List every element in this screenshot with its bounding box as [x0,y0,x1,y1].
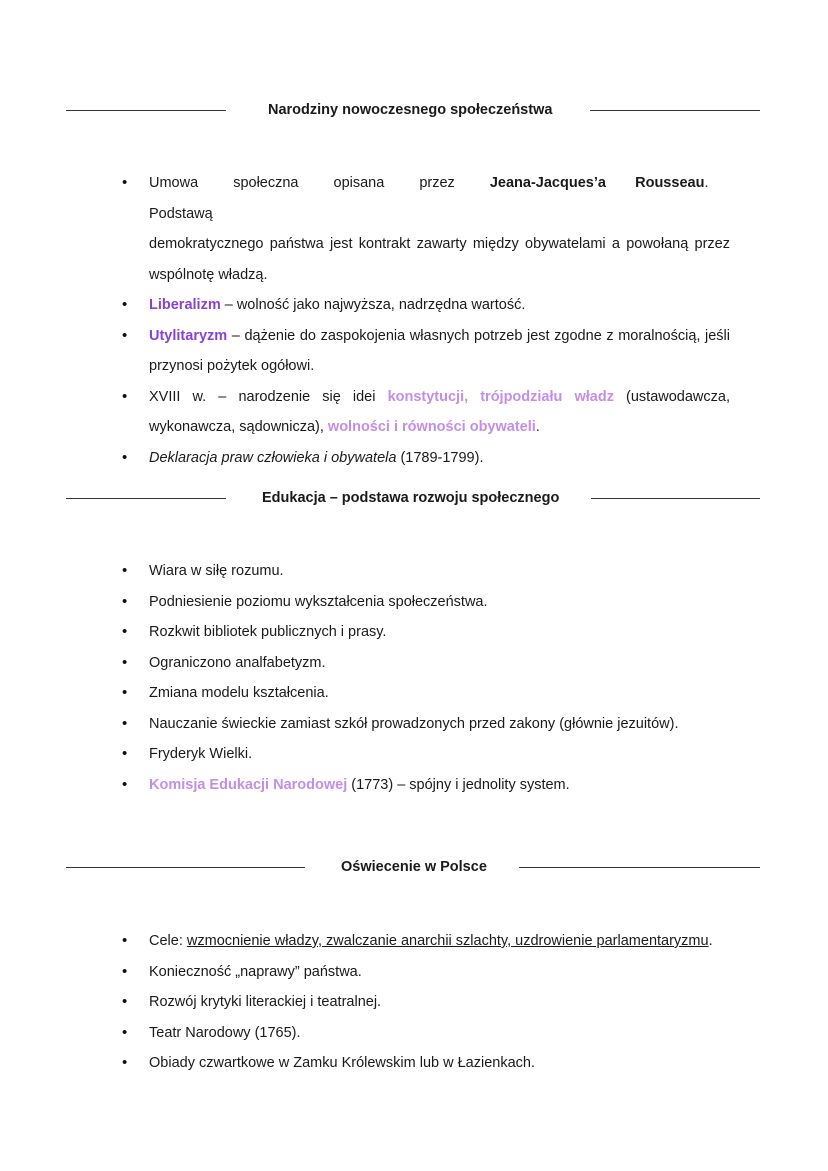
list-item: • Deklaracja praw człowieka i obywatela (1789-1799). [120,443,730,474]
section-title: Narodziny nowoczesnego społeczeństwa [268,102,553,118]
section-3-list [120,926,730,1079]
list-item-line: • Umowa społeczna opisana przez Jeana-Jacques’a Rousseau. Podstawą [149,175,709,222]
list-item: • Rozkwit bibliotek publicznych i prasy. [120,617,730,648]
list-item: • Podniesienie poziomu wykształcenia społeczeństwa. [120,587,730,618]
list-item: • Teatr Narodowy (1765). [120,1018,730,1049]
section-title: Oświecenie w Polsce [341,859,487,875]
list-item: • XVIII w. – narodzenie się idei konstytucji, trójpodziału władz (ustawodawcza, wykonawcza, sądownicza), wolności i równości obywateli. [120,382,730,443]
list-item: • Komisja Edukacji Narodowej (1773) – spójny i jednolity system. [120,770,730,801]
heading-rule-left [66,110,226,111]
section-title: Edukacja – podstawa rozwoju społecznego [262,490,560,506]
list-item: • Zmiana modelu kształcenia. [120,678,730,709]
heading-rule-right [591,498,760,499]
list-item: • Obiady czwartkowe w Zamku Królewskim lub w Łazienkach. [120,1048,730,1079]
section-1-list [120,168,730,473]
list-item: • Ograniczono analfabetyzm. [120,648,730,679]
list-item: • Umowa społeczna opisana przez Jeana-Jacques’a Rousseau. Podstawą demokratycznego państwa jest kontrakt zawarty między obywatelami a powołaną przez wspólnotę władzą. [120,168,730,290]
list-item: • Konieczność „naprawy” państwa. [120,957,730,988]
list-item: • Cele: wzmocnienie władzy, zwalczanie anarchii szlachty, uzdrowienie parlamentaryzmu. [120,926,730,957]
heading-rule-right [590,110,760,111]
list-item: • Rozwój krytyki literackiej i teatralnej. [120,987,730,1018]
section-2-list [120,556,730,800]
heading-rule-left [66,867,305,868]
list-item: • Utylitaryzm – dążenie do zaspokojenia własnych potrzeb jest zgodne z moralnością, jeśli przynosi pożytek ogółowi. [120,321,730,382]
list-item: • Wiara w siłę rozumu. [120,556,730,587]
list-item: • Liberalizm – wolność jako najwyższa, nadrzędna wartość. [120,290,730,321]
section-heading-1 [66,100,760,120]
list-item: • Nauczanie świeckie zamiast szkół prowadzonych przed zakony (głównie jezuitów). [120,709,730,740]
heading-rule-right [519,867,760,868]
list-item: • Fryderyk Wielki. [120,739,730,770]
section-heading-2 [66,488,760,508]
heading-rule-left [66,498,226,499]
section-heading-3 [66,857,760,877]
